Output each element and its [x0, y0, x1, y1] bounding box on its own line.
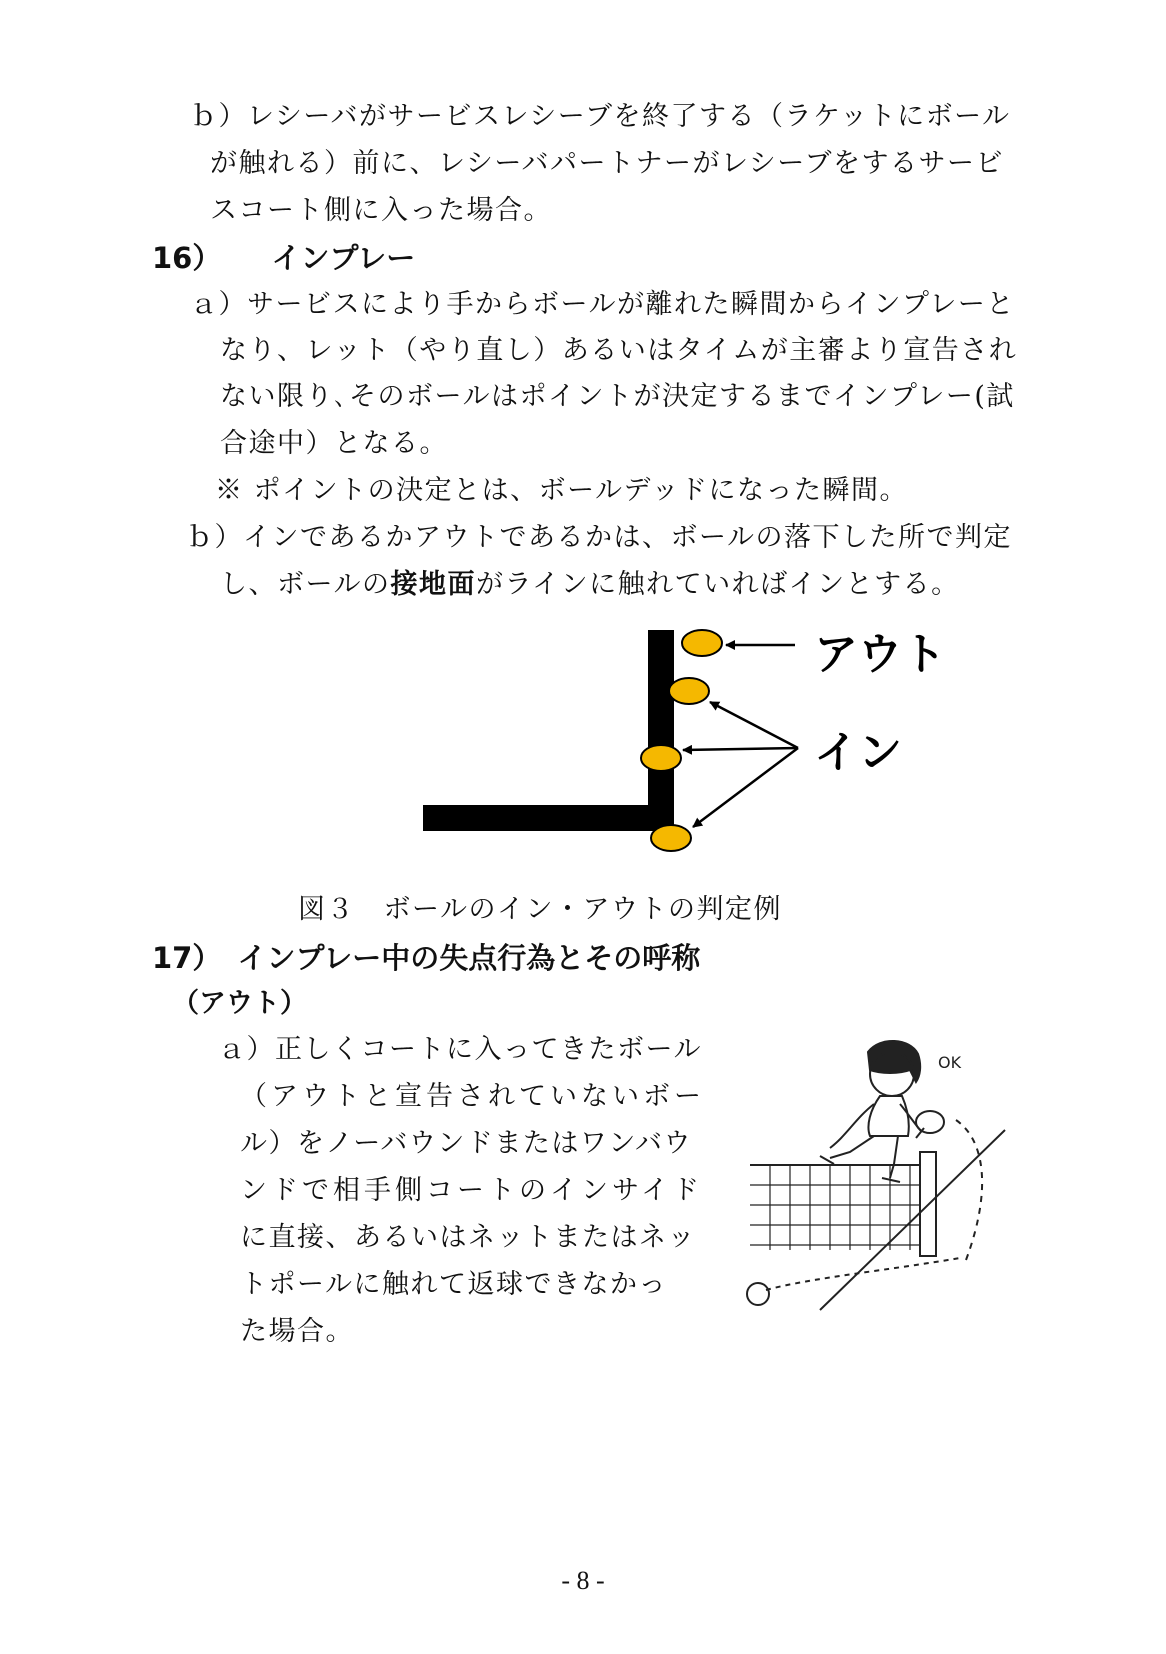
section16-number: 16）	[152, 241, 222, 275]
section17-title: インプレー中の失点行為とその呼称	[237, 941, 701, 975]
tennis-player-illustration	[770, 1040, 1020, 1320]
contact-surface-term: 接地面	[390, 569, 476, 600]
net-vertical	[770, 1165, 910, 1250]
net-top	[750, 1165, 935, 1250]
section16-heading	[152, 240, 415, 276]
section17-number: 17）	[152, 941, 222, 975]
player-leg-left	[830, 1136, 874, 1158]
tennis-ball	[747, 1283, 769, 1305]
ball-in-2	[641, 745, 681, 771]
s17-a-line7: た場合。	[240, 1316, 354, 1347]
label-in: イン	[814, 727, 902, 778]
ball-in-1	[669, 678, 709, 704]
s16-b-line2-post: がラインに触れていればインとする。	[475, 569, 960, 600]
s16-note: ※ ポイントの決定とは、ボールデッドになった瞬間。	[215, 475, 909, 506]
s16-a-line2: なり、レット（やり直し）あるいはタイムが主審より宣告され	[220, 335, 1018, 366]
s16-b-line2-pre: し、ボールの	[220, 569, 391, 600]
s16-a-line4: 合途中）となる。	[220, 428, 448, 459]
ball-in-3	[651, 825, 691, 851]
label-out: アウト	[814, 629, 946, 680]
section16-title: インプレー	[271, 241, 416, 275]
section17-subtitle: （アウト）	[172, 988, 307, 1019]
s17-a-line4: ンドで相手側コートのインサイド	[240, 1175, 704, 1206]
s17-a-line6: トポールに触れて返球できなかっ	[240, 1269, 667, 1300]
s16-a-line3: ない限り､そのボールはポイントが決定するまでインプレー(試	[220, 381, 1015, 412]
ball-trajectory	[956, 1120, 982, 1260]
sideline-line	[648, 630, 674, 831]
net-horizontal	[750, 1185, 935, 1245]
s17-a-line2: （アウトと宣告されていないボー	[240, 1081, 705, 1112]
shoe-right	[882, 1178, 900, 1182]
arrow-in-3	[693, 748, 798, 827]
prev-b-line1: ｂ）レシーバがサービスレシーブを終了する（ラケットにボール	[190, 101, 1011, 132]
prev-b-line3: スコート側に入った場合。	[210, 195, 552, 226]
s17-a-line3: ル）をノーバウンドまたはワンバウ	[240, 1128, 692, 1159]
player-leg-right	[890, 1136, 898, 1178]
s16-a-line1: ａ）サービスにより手からボールが離れた瞬間からインプレーと	[190, 289, 1015, 320]
prev-b-line2: が触れる）前に、レシーバパートナーがレシーブをするサービ	[210, 148, 1004, 179]
ball-out	[682, 630, 722, 656]
player-hair	[868, 1041, 920, 1082]
racket-head	[916, 1111, 944, 1133]
ok-label: OK	[938, 1053, 962, 1072]
arrow-in-1	[710, 702, 798, 748]
arrow-in-2	[683, 748, 798, 750]
s17-a-line1: ａ）正しくコートに入ってきたボール	[218, 1034, 702, 1065]
figure3-caption: 図３ ボールのイン・アウトの判定例	[298, 894, 782, 925]
section17-heading	[152, 940, 700, 976]
s16-b-line2	[220, 568, 960, 602]
player-body	[868, 1096, 908, 1136]
s17-a-line5: に直接、あるいはネットまたはネッ	[240, 1222, 696, 1253]
return-path	[766, 1258, 960, 1290]
s16-b-line1: ｂ）インであるかアウトであるかは、ボールの落下した所で判定	[186, 522, 1012, 553]
baseline-line	[423, 805, 667, 831]
page-number: - 8 -	[561, 1566, 605, 1595]
in-out-diagram	[430, 629, 950, 870]
